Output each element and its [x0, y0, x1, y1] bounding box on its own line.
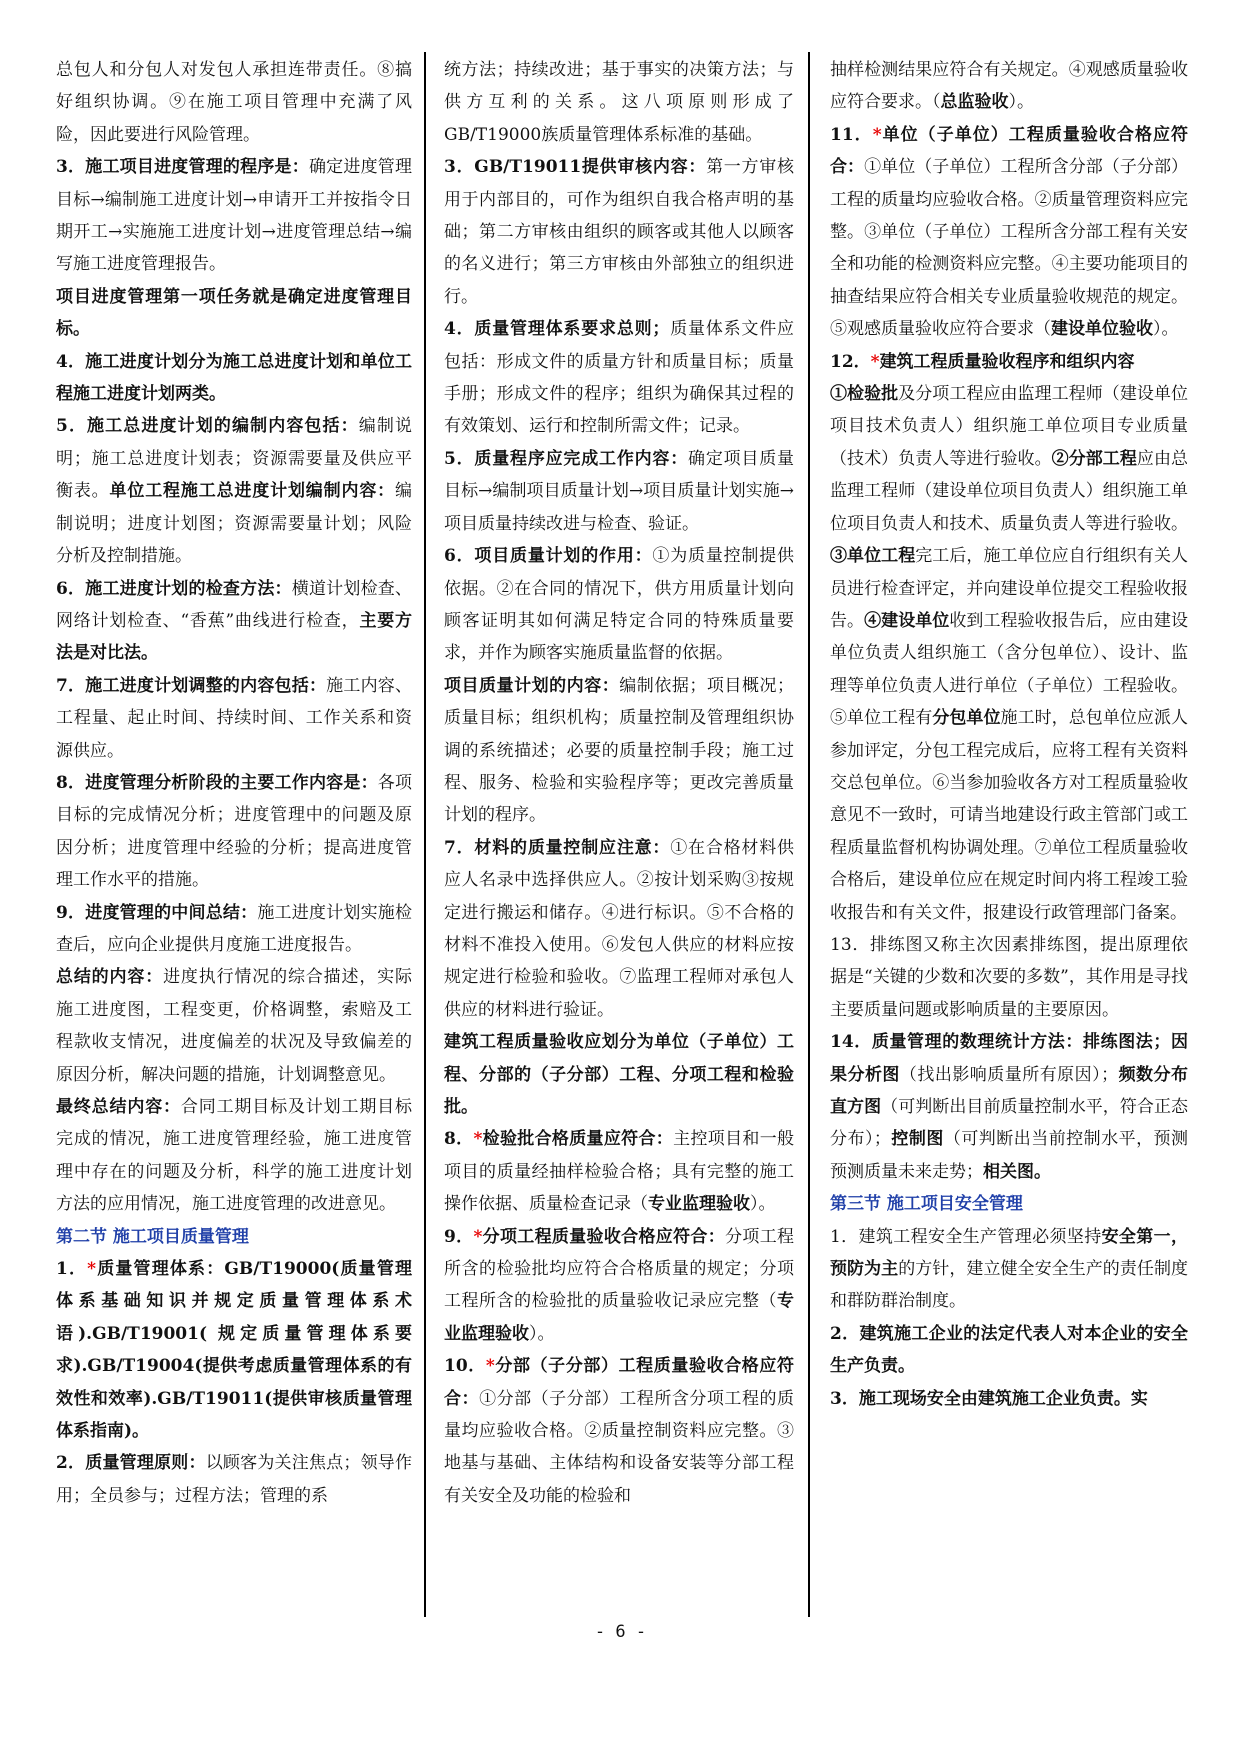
text-run: 编制依据；项目概况；质量目标；组织机构；质量控制及管理组织协调的系统描述；必要的质量控制手段；施工过程、服务、检验和实验程序等；更改完善质量计划的程序。 — [444, 675, 794, 826]
key-marker: * — [473, 1226, 483, 1247]
text-run: ①分部（子分部）工程所含分项工程的质量均应验收合格。②质量控制资料应完整。③地基与基础、主体结构和设备安装等分部工程有关安全及功能的检验和 — [444, 1388, 794, 1506]
text-run: 4．施工进度计划分为施工总进度计划和单位工程施工进度计划两类。 — [56, 351, 412, 405]
text-run: 编制说明；施工总进度计划表；资源需要量及供应平衡表。 — [56, 416, 412, 502]
text-run: 14．质量管理的数理统计方法：排练图法；因果分析图 — [830, 1032, 1188, 1085]
paragraph — [444, 1221, 794, 1351]
key-marker: * — [872, 124, 882, 145]
text-run: 7．施工进度计划调整的内容包括： — [56, 675, 327, 696]
text-run: ）。 — [529, 1323, 555, 1344]
text-run: 11． — [830, 124, 873, 145]
text-run: 横道计划检查、网络计划检查、“香蕉”曲线进行检查， — [56, 578, 412, 631]
paragraph — [56, 281, 412, 346]
text-run: 质量体系文件应包括：形成文件的质量方针和质量目标；质量手册；形成文件的程序；组织为确保其过程的有效策划、运行和控制所需文件；记录。 — [444, 319, 794, 437]
text-run: ④建设单位 — [864, 610, 950, 631]
text-run: 收到工程验收报告后，应由建设单位负责人组织施工（含分包单位）、设计、监理等单位负责人进行单位（子单位）工程验收。⑤单位工程有 — [830, 610, 1188, 729]
text-run: （找出影响质量所有原因）； — [899, 1064, 1119, 1085]
text-run: 施工内容、工程量、起止时间、持续时间、工作关系和资源供应。 — [56, 675, 412, 761]
text-run: 及分项工程应由监理工程师（建设单位项目技术负责人）组织施工单位项目专业质量（技术）负责人等进行验收。 — [830, 384, 1188, 469]
paragraph — [830, 346, 1188, 378]
paragraph — [444, 1123, 794, 1220]
paragraph — [56, 54, 412, 151]
paragraph — [830, 1383, 1188, 1415]
text-run: 合同工期目标及计划工期目标完成的情况，施工进度管理经验，施工进度管理中存在的问题及分析，科学的施工进度计划方法的应用情况，施工进度管理的改进意见。 — [56, 1097, 412, 1215]
text-run: ①单位（子单位）工程所含分部（子分部）工程的质量均应验收合格。②质量管理资料应完整。③单位（子单位）工程所含分部工程有关安全和功能的检测资料应完整。④主要功能项目的抽查结果应符合相关专业质量验收规范的规定。⑤观感质量验收应符合要求（ — [830, 157, 1188, 340]
text-run: 检验批合格质量应符合： — [482, 1129, 674, 1150]
text-run: 9． — [444, 1226, 474, 1247]
text-run: 5．质量程序应完成工作内容： — [444, 448, 689, 469]
paragraph — [830, 929, 1188, 1026]
key-marker: * — [87, 1259, 97, 1280]
paragraph — [830, 54, 1188, 119]
text-run: 3．GB/T19011提供审核内容： — [444, 157, 707, 178]
paragraph — [830, 1221, 1188, 1318]
text-run: 分项工程所含的检验批均应符合合格质量的规定；分项工程所含的检验批的质量验收记录应完整（ — [444, 1226, 794, 1312]
text-run: 项目进度管理第一项任务就是确定进度管理目标。 — [56, 286, 412, 340]
text-run: 安全第一，预防为主 — [830, 1226, 1188, 1280]
paragraph — [444, 313, 794, 443]
paragraph — [444, 54, 794, 151]
paragraph — [56, 151, 412, 281]
text-run: ②分部工程 — [1051, 448, 1137, 469]
text-run: 建设单位验收 — [1051, 319, 1153, 340]
text-run: 3．施工项目进度管理的程序是： — [56, 157, 309, 178]
paragraph — [56, 1091, 412, 1221]
text-run: 9．进度管理的中间总结： — [56, 902, 258, 923]
text-run: 13．排练图又称主次因素排练图，提出原理依据是“关键的少数和次要的多数”，其作用是寻找主要质量问题或影响质量的主要原因。 — [830, 934, 1188, 1020]
text-run: 8．进度管理分析阶段的主要工作内容是： — [56, 772, 378, 793]
column-divider-right — [808, 52, 810, 1617]
paragraph — [56, 897, 412, 962]
paragraph — [56, 670, 412, 767]
page-number: - 6 - — [594, 1622, 647, 1642]
key-marker: * — [485, 1356, 495, 1377]
paragraph — [56, 1253, 412, 1447]
text-run: 2．建筑施工企业的法定代表人对本企业的安全生产负责。 — [830, 1323, 1188, 1377]
text-run: 专业监理验收 — [648, 1194, 750, 1215]
key-marker: * — [473, 1129, 483, 1150]
text-run: 以顾客为关注焦点；领导作用；全员参与；过程方法；管理的系 — [56, 1453, 412, 1506]
text-run: 总结的内容： — [56, 967, 164, 988]
text-run: 6．项目质量计划的作用： — [444, 546, 653, 567]
paragraph — [830, 1318, 1188, 1383]
text-run: 4．质量管理体系要求总则； — [444, 319, 670, 340]
paragraph — [830, 1026, 1188, 1188]
paragraph — [56, 346, 412, 411]
text-run: ）。 — [750, 1194, 776, 1215]
paragraph — [830, 378, 1188, 929]
section-heading: 第二节 施工项目质量管理 — [56, 1226, 249, 1247]
text-run: 7．材料的质量控制应注意： — [444, 837, 671, 858]
text-run: ③单位工程 — [830, 546, 916, 567]
text-run: ①检验批 — [830, 384, 899, 405]
paragraph — [444, 151, 794, 313]
paragraph — [444, 443, 794, 540]
paragraph — [444, 832, 794, 1026]
key-marker: * — [870, 351, 880, 372]
text-run: 1．建筑工程安全生产管理必须坚持 — [830, 1226, 1102, 1247]
text-run: ）。 — [1153, 319, 1179, 340]
text-run: 1． — [56, 1259, 88, 1280]
text-run: 确定进度管理目标→编制施工进度计划→申请开工并按指令日期开工→实施施工进度计划→进度管理总结→编写施工进度管理报告。 — [56, 157, 412, 275]
text-run: 6．施工进度计划的检查方法： — [56, 578, 292, 599]
text-run: 第一方审核用于内部目的，可作为组织自我合格声明的基础；第二方审核由组织的顾客或其他人以顾客的名义进行；第三方审核由外部独立的组织进行。 — [444, 157, 794, 307]
paragraph — [56, 961, 412, 1091]
text-column-2 — [444, 54, 794, 1606]
text-run: 主控项目和一般项目的质量经抽样检验合格；具有完整的施工操作依据、质量检查记录（ — [444, 1129, 794, 1215]
text-run: ①在合格材料供应人名录中选择供应人。②按计划采购③按规定进行搬运和储存。④进行标识。⑤不合格的材料不准投入使用。⑥发包人供应的材料应按规定进行检验和验收。⑦监理工程师对承包人供应的材料进行验证。 — [444, 837, 794, 1020]
text-run: （可判断出当前控制水平，预测预测质量未来走势； — [830, 1129, 1188, 1182]
text-run: 质量管理体系：GB/T19000(质量管理体系基础知识并规定质量管理体系术语).GB/T19001( 规定质量管理体系要求).GB/T19004(提供考虑质量管理体系的有效性和效率).GB/T19011(提供审核质量管理体系指南)。 — [56, 1259, 412, 1442]
text-column-3 — [830, 54, 1188, 1606]
paragraph — [830, 1188, 1188, 1220]
text-run: 控制图 — [890, 1129, 944, 1150]
text-run: 8． — [444, 1129, 474, 1150]
text-run: 总监验收 — [940, 92, 1009, 113]
text-run: 10． — [444, 1356, 486, 1377]
paragraph — [56, 573, 412, 670]
text-run: 最终总结内容： — [56, 1097, 181, 1117]
text-run: （可判断出目前质量控制水平，符合正态分布）； — [830, 1097, 1188, 1150]
text-run: 2．质量管理原则： — [56, 1453, 206, 1474]
text-run: 的方针，建立健全安全生产的责任制度和群防群治制度。 — [830, 1259, 1188, 1312]
text-run: ①为质量控制提供依据。②在合同的情况下，供方用质量计划向顾客证明其如何满足特定合同的特殊质量要求，并作为顾客实施质量监督的依据。 — [444, 546, 794, 664]
text-run: 应由总监理工程师（建设单位项目负责人）组织施工单位项目负责人和技术、质量负责人等进行验收。 — [830, 448, 1188, 534]
text-run: 分项工程质量验收合格应符合： — [482, 1226, 726, 1247]
paragraph — [444, 670, 794, 832]
text-run: 施工进度计划实施检查后，应向企业提供月度施工进度报告。 — [56, 902, 412, 955]
paragraph — [56, 1447, 412, 1512]
text-run: 抽样检测结果应符合有关规定。④观感质量验收应符合要求。（ — [830, 60, 1188, 113]
text-run: 编制说明；进度计划图；资源需要量计划；风险分析及控制措施。 — [56, 481, 412, 567]
text-run: 统方法；持续改进；基于事实的决策方法；与供方互利的关系。这八项原则形成了GB/T19000族质量管理体系标准的基础。 — [444, 60, 794, 145]
text-run: 建筑工程质量验收应划分为单位（子单位）工程、分部的（子分部）工程、分项工程和检验批。 — [444, 1032, 794, 1117]
text-run: 单位（子单位）工程质量验收合格应符合： — [830, 124, 1188, 178]
column-divider-left — [424, 52, 426, 1617]
text-run: 12． — [830, 351, 871, 372]
text-run: 主要方法是对比法。 — [56, 610, 412, 664]
paragraph — [444, 1026, 794, 1123]
section-heading: 第三节 施工项目安全管理 — [830, 1194, 1023, 1215]
paragraph — [830, 119, 1188, 346]
paragraph — [56, 410, 412, 572]
text-run: 各项目标的完成情况分析；进度管理中的问题及原因分析；进度管理中经验的分析；提高进度管理工作水平的措施。 — [56, 772, 412, 891]
paragraph — [444, 1350, 794, 1512]
text-run: 进度执行情况的综合描述，实际施工进度图，工程变更，价格调整，索赔及工程款收支情况，进度偏差的状况及导致偏差的原因分析，解决问题的措施，计划调整意见。 — [56, 967, 412, 1085]
text-run: 3．施工现场安全由建筑施工企业负责。实 — [830, 1388, 1148, 1409]
text-run: 专业监理验收 — [444, 1291, 794, 1344]
text-run: 分部（子分部）工程质量验收合格应符合： — [444, 1356, 794, 1409]
paragraph — [56, 767, 412, 897]
text-run: 项目质量计划的内容： — [444, 675, 620, 696]
text-run: 建筑工程质量验收程序和组织内容 — [879, 351, 1135, 372]
text-run: 频数分布直方图 — [830, 1064, 1188, 1117]
text-run: 完工后，施工单位应自行组织有关人员进行检查评定，并向建设单位提交工程验收报告。 — [830, 546, 1188, 631]
text-run: ）。 — [1008, 92, 1034, 113]
text-run: 单位工程施工总进度计划编制内容： — [109, 481, 396, 502]
text-run: 总包人和分包人对发包人承担连带责任。⑧搞好组织协调。⑨在施工项目管理中充满了风险，因此要进行风险管理。 — [56, 60, 412, 145]
paragraph — [444, 540, 794, 670]
text-run: 施工时，总包单位应派人参加评定，分包工程完成后，应将工程有关资料交总包单位。⑥当参加验收各方对工程质量验收意见不一致时，可请当地建设行政主管部门或工程质量监督机构协调处理。⑦单位工程质量验收合格后，建设单位应在规定时间内将工程竣工验收报告和有关文件，报建设行政管理部门备案。 — [830, 708, 1188, 923]
text-run: 5．施工总进度计划的编制内容包括： — [56, 416, 359, 437]
text-run: 相关图。 — [983, 1161, 1051, 1182]
text-column-1 — [56, 54, 412, 1606]
text-run: 确定项目质量目标→编制项目质量计划→项目质量计划实施→项目质量持续改进与检查、验证。 — [444, 448, 794, 534]
paragraph — [56, 1221, 412, 1253]
text-run: 分包单位 — [932, 708, 1001, 729]
